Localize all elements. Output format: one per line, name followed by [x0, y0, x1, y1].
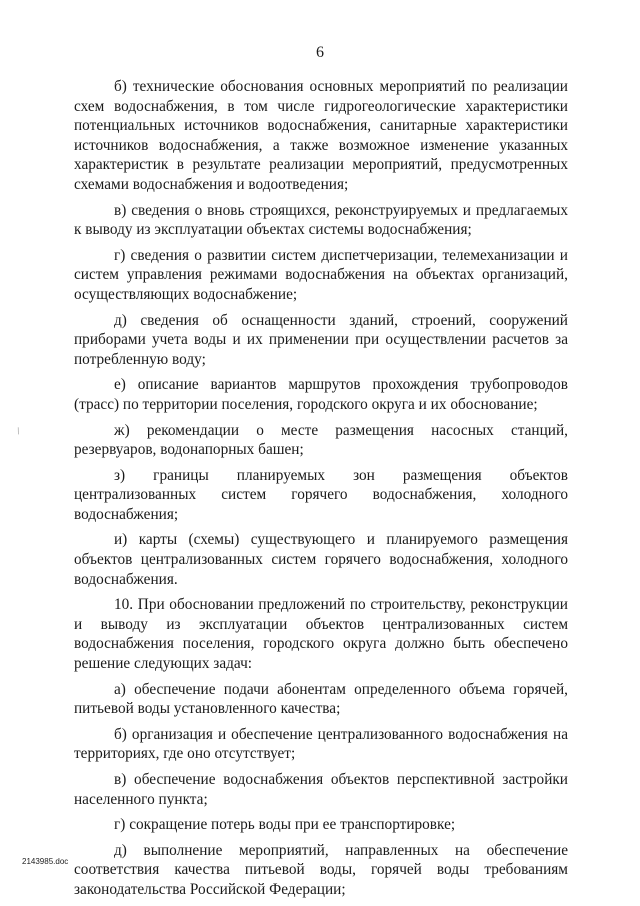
margin-mark: /: [15, 425, 22, 438]
paragraph-zh-pump-stations: ж) рекомендации о месте размещения насосных станций, резервуаров, водонапорных башен;: [74, 421, 568, 459]
paragraph-i-maps: и) карты (схемы) существующего и планируемого размещения объектов централизованных систем горячего водоснабжения, холодного водоснабжения.: [74, 531, 568, 588]
paragraph-d-quality: д) выполнение мероприятий, направленных на обеспечение соответствия качества питьевой воды, горячей воды требованиям законодательства Российской Федерации;: [74, 841, 568, 898]
paragraph-10-tasks: 10. При обосновании предложений по строительству, реконструкции и выводу из эксплуатации объектов централизованных систем водоснабжения поселения, городского округа должно быть обеспечено решение следующих задач:: [74, 596, 568, 673]
paragraph-z-zone-boundaries: з) границы планируемых зон размещения объектов централизованных систем горячего водоснабжения, холодного водоснабжения;: [74, 466, 568, 523]
footer-filename: 2143985.doc: [22, 857, 69, 866]
paragraph-a-supply: а) обеспечение подачи абонентам определенного объема горячей, питьевой воды установленного качества;: [74, 680, 568, 718]
page-number: 6: [316, 44, 324, 61]
paragraph-e-routes: е) описание вариантов маршрутов прохождения трубопроводов (трасс) по территории поселения, городского округа и их обоснование;: [74, 376, 568, 413]
paragraph-g-dispatching: г) сведения о развитии систем диспетчеризации, телемеханизации и систем управления режимами водоснабжения на объектах организаций, осуществляющих водоснабжение;: [74, 246, 568, 303]
paragraph-b-technical: б) технические обоснования основных мероприятий по реализации схем водоснабжения, в том числе гидрогеологические характеристики потенциальных источников водоснабжения, санитарные характеристики источников водоснабжения, а также возможное изменение указанных характеристик в результате реализации мероприятий, предусмотренных схемами водоснабжения и водоотведения;: [74, 78, 568, 193]
paragraph-v-development: в) обеспечение водоснабжения объектов перспективной застройки населенного пункта;: [74, 771, 568, 808]
document-body: [74, 77, 568, 906]
paragraph-g-losses: г) сокращение потерь воды при ее транспортировке;: [114, 816, 456, 834]
paragraph-d-metering: д) сведения об оснащенности зданий, строений, сооружений приборами учета воды и их применении при осуществлении расчетов за потребленную воду;: [74, 311, 568, 368]
paragraph-v-new-objects: в) сведения о вновь строящихся, реконструируемых и предлагаемых к выводу из эксплуатации объектах системы водоснабжения;: [74, 201, 568, 239]
paragraph-b-centralized: б) организация и обеспечение централизованного водоснабжения на территориях, где оно отсутствует;: [74, 725, 568, 763]
